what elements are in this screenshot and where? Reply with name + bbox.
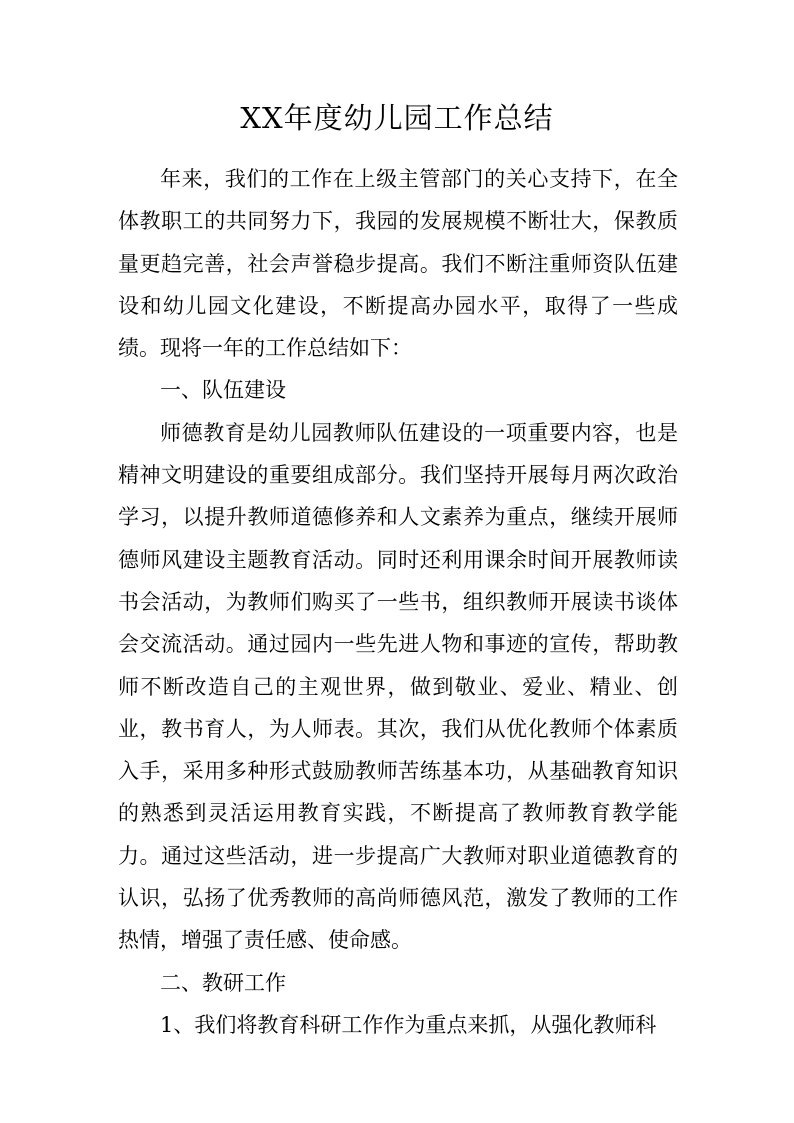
document-body [118, 158, 678, 1046]
section-heading-team-building: 一、队伍建设 [160, 378, 286, 403]
document-title: XX年度幼儿园工作总结 [240, 101, 554, 135]
section-heading-teaching-research: 二、教研工作 [160, 970, 286, 995]
team-building-paragraph: 师德教育是幼儿园教师队伍建设的一项重要内容，也是精神文明建设的重要组成部分。我们坚持开展每月两次政治学习，以提升教师道德修养和人文素养为重点，继续开展师德师风建设主题教育活动。同时还利用课余时间开展教师读书会活动，为教师们购买了一些书，组织教师开展读书谈体会交流活动。通过园内一些先进人物和事迹的宣传，帮助教师不断改造自己的主观世界，做到敬业、爱业、精业、创业，教书育人，为人师表。其次，我们从优化教师个体素质入手，采用多种形式鼓励教师苦练基本功，从基础教育知识的熟悉到灵活运用教育实践，不断提高了教师教育教学能力。通过这些活动，进一步提高广大教师对职业道德教育的认识，弘扬了优秀教师的高尚师德风范，激发了教师的工作热情，增强了责任感、使命感。 [118, 420, 678, 953]
intro-paragraph: 年来，我们的工作在上级主管部门的关心支持下，在全体教职工的共同努力下，我园的发展规模不断壮大，保教质量更趋完善，社会声誉稳步提高。我们不断注重师资队伍建设和幼儿园文化建设，不断提高办园水平，取得了一些成绩。现将一年的工作总结如下： [118, 167, 678, 361]
teaching-research-paragraph: 1、我们将教育科研工作作为重点来抓，从强化教师科 [160, 1012, 657, 1037]
